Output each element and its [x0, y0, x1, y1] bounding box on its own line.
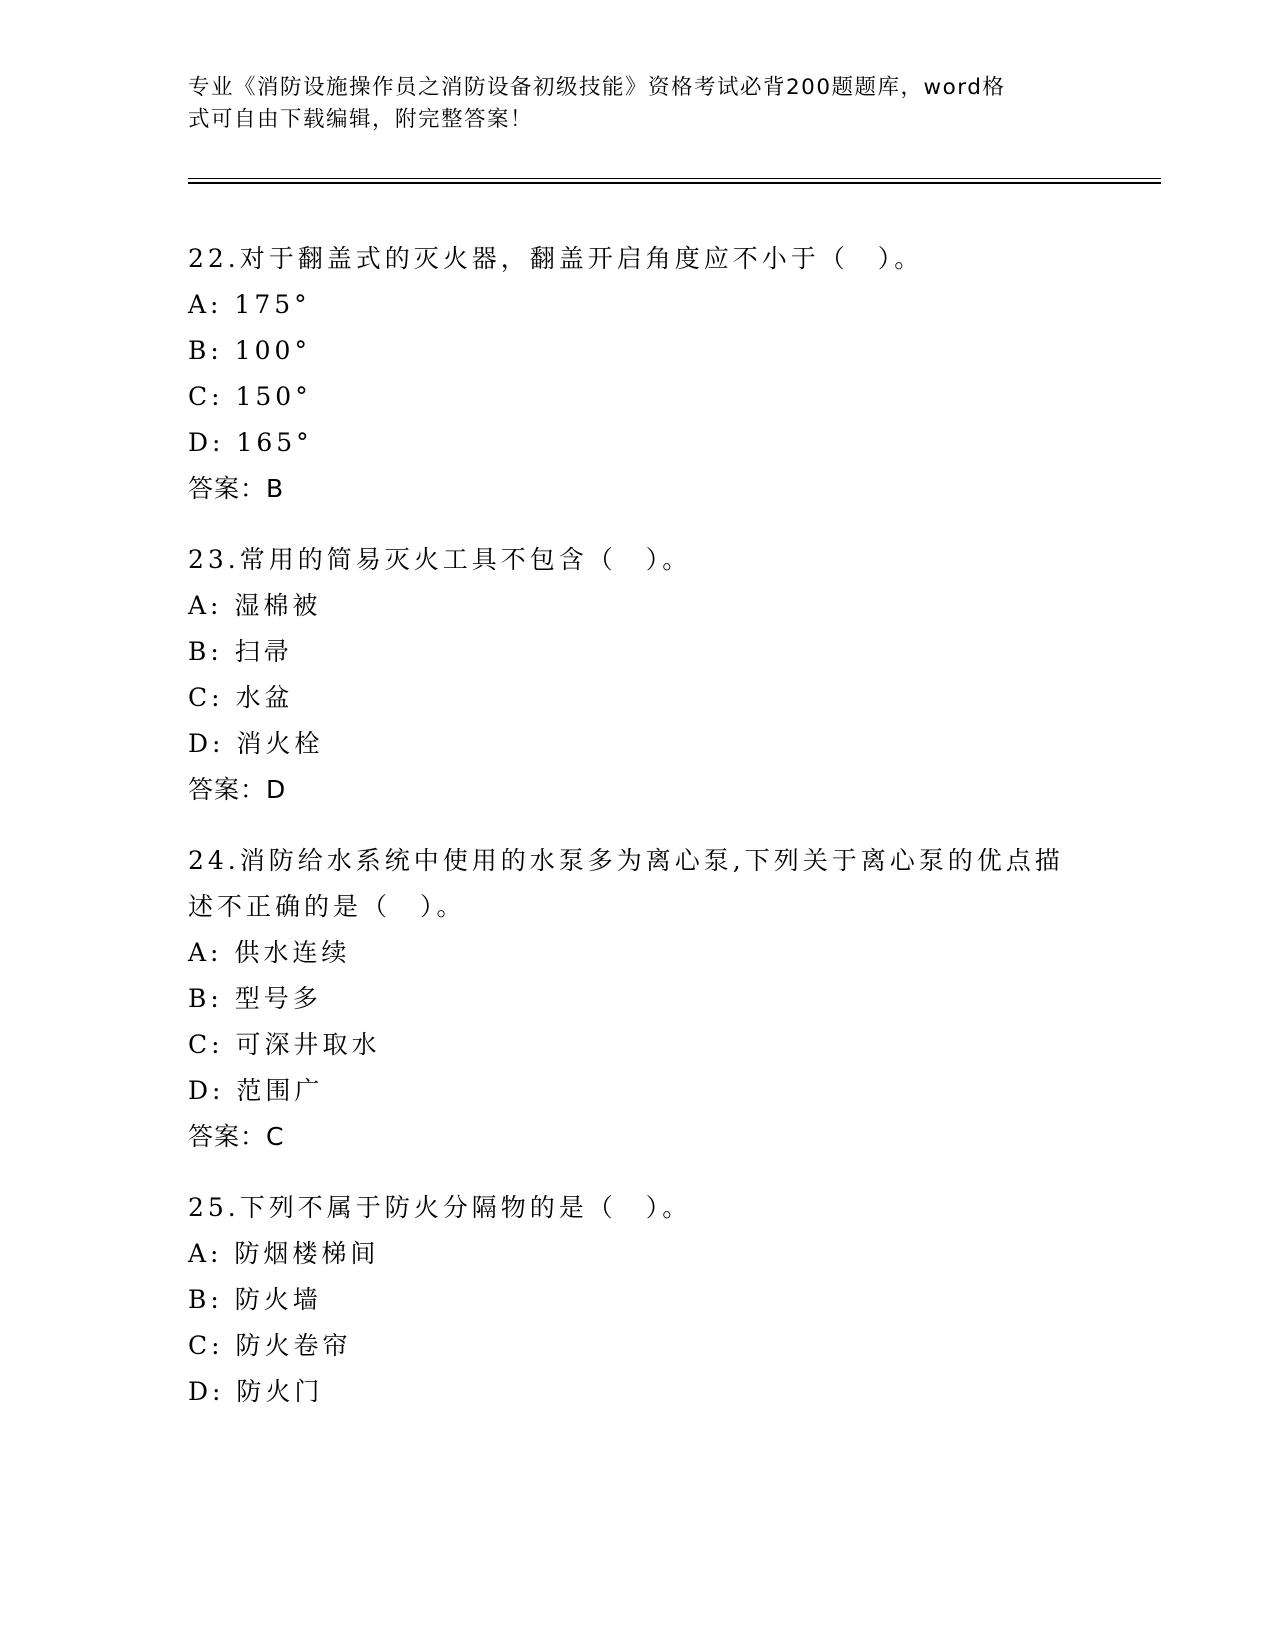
header-divider-thick	[188, 182, 1161, 184]
option-b: B: 扫帚	[188, 637, 293, 666]
question-stem: 23.常用的简易灭火工具不包含（ ）。	[188, 545, 692, 574]
question-22	[188, 236, 1088, 512]
question-stem: 22.对于翻盖式的灭火器，翻盖开启角度应不小于（ ）。	[188, 244, 924, 273]
option-d: D: 消火栓	[188, 729, 324, 758]
header-line-2: 式可自由下载编辑，附完整答案！	[188, 107, 534, 132]
option-a: A: 供水连续	[188, 938, 351, 967]
question-list	[188, 236, 1088, 1440]
option-c: C: 防火卷帘	[188, 1331, 352, 1360]
answer-label: 答案：D	[188, 775, 287, 804]
option-d: D: 范围广	[188, 1076, 324, 1105]
option-b: B: 100°	[188, 336, 311, 365]
answer-label: 答案：C	[188, 1122, 285, 1151]
option-c: C: 150°	[188, 382, 312, 411]
option-d: D: 165°	[188, 428, 313, 457]
question-stem: 25.下列不属于防火分隔物的是（ ）。	[188, 1193, 692, 1222]
question-stem-line-2: 述不正确的是（ ）。	[188, 892, 466, 921]
question-24	[188, 838, 1088, 1160]
option-a: A: 湿棉被	[188, 591, 322, 620]
header-divider-thin	[188, 178, 1161, 179]
document-header	[188, 72, 1068, 136]
option-d: D: 防火门	[188, 1377, 324, 1406]
question-stem-line-1: 24.消防给水系统中使用的水泵多为离心泵,下列关于离心泵的优点描	[188, 846, 1064, 875]
option-b: B: 防火墙	[188, 1285, 322, 1314]
answer-label: 答案：B	[188, 474, 285, 503]
question-23	[188, 537, 1088, 813]
question-25	[188, 1185, 1088, 1415]
option-c: C: 水盆	[188, 683, 294, 712]
option-a: A: 防烟楼梯间	[188, 1239, 380, 1268]
header-line-1: 专业《消防设施操作员之消防设备初级技能》资格考试必背200题题库，word格	[188, 75, 1006, 100]
option-a: A: 175°	[188, 290, 311, 319]
option-b: B: 型号多	[188, 984, 322, 1013]
option-c: C: 可深井取水	[188, 1030, 381, 1059]
